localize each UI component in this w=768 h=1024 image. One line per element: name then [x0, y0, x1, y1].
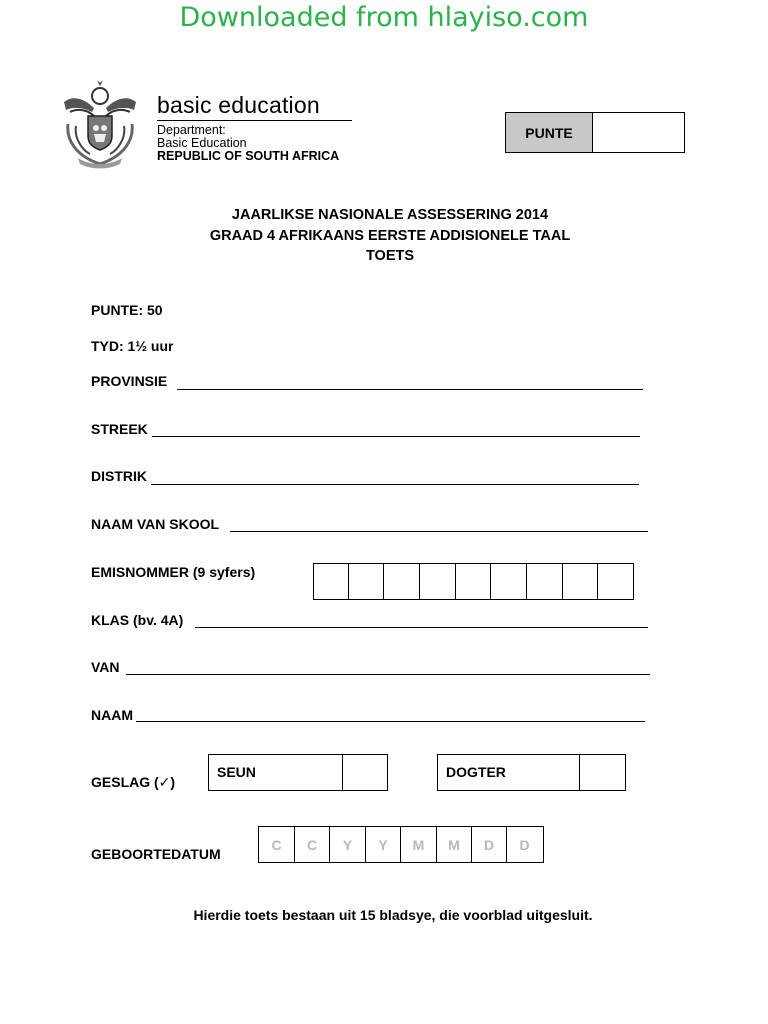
region-line[interactable]	[152, 436, 640, 437]
birthdate-box[interactable]: M	[437, 827, 472, 862]
emis-box[interactable]	[314, 564, 349, 599]
download-banner: Downloaded from hlayiso.com	[179, 2, 589, 33]
district-line[interactable]	[151, 484, 639, 485]
emis-box[interactable]	[491, 564, 527, 599]
logo-title: basic education	[157, 92, 320, 118]
heading-test: TOETS	[365, 248, 415, 264]
region-label: STREEK	[91, 421, 148, 437]
emis-box[interactable]	[384, 564, 420, 599]
birthdate-box[interactable]: D	[472, 827, 507, 862]
gender-girl-label: DOGTER	[438, 755, 580, 790]
logo-department: Department:	[157, 123, 226, 137]
district-label: DISTRIK	[91, 468, 147, 484]
surname-label: VAN	[91, 659, 120, 675]
province-line[interactable]	[177, 389, 643, 390]
heading-grade: GRAAD 4 AFRIKAANS EERSTE ADDISIONELE TAAL	[209, 228, 571, 244]
emis-box[interactable]	[563, 564, 598, 599]
school-label: NAAM VAN SKOOL	[91, 516, 220, 532]
marks-box-label: PUNTE	[506, 113, 593, 152]
name-line[interactable]	[136, 721, 645, 722]
emis-box[interactable]	[527, 564, 563, 599]
total-marks: PUNTE: 50	[91, 302, 163, 318]
birthdate-box[interactable]: Y	[366, 827, 401, 862]
page-count-note: Hierdie toets bestaan uit 15 bladsye, die voorblad uitgesluit.	[193, 907, 593, 923]
heading-assessment: JAARLIKSE NASIONALE ASSESSERING 2014	[231, 207, 549, 223]
province-label: PROVINSIE	[91, 373, 168, 389]
gender-girl	[437, 754, 626, 791]
gender-label: GESLAG (✓)	[91, 774, 176, 790]
birthdate-label: GEBOORTEDATUM	[91, 846, 221, 862]
emis-label: EMISNOMMER (9 syfers)	[91, 564, 256, 580]
school-line[interactable]	[230, 531, 648, 532]
name-label: NAAM	[91, 707, 133, 723]
birthdate-box[interactable]: C	[259, 827, 295, 862]
gender-boy-checkbox[interactable]	[343, 755, 387, 790]
class-label: KLAS (bv. 4A)	[91, 612, 184, 628]
birthdate-boxes	[258, 826, 544, 863]
birthdate-box[interactable]: C	[295, 827, 330, 862]
birthdate-box[interactable]: Y	[330, 827, 366, 862]
emis-box[interactable]	[420, 564, 456, 599]
logo-republic: REPUBLIC OF SOUTH AFRICA	[157, 149, 340, 163]
birthdate-box[interactable]: M	[401, 827, 437, 862]
test-time: TYD: 1½ uur	[91, 338, 174, 354]
gender-girl-checkbox[interactable]	[580, 755, 625, 790]
emis-boxes	[313, 563, 634, 600]
logo-basic-education: Basic Education	[157, 136, 247, 150]
birthdate-box[interactable]: D	[519, 836, 530, 853]
emis-box[interactable]	[598, 564, 633, 599]
surname-line[interactable]	[126, 674, 650, 675]
coat-of-arms-icon	[60, 78, 140, 170]
emis-box[interactable]	[456, 564, 491, 599]
gender-boy-label: SEUN	[209, 755, 343, 790]
logo-divider	[157, 120, 352, 121]
gender-boy	[208, 754, 388, 791]
emis-box[interactable]	[349, 564, 384, 599]
class-line[interactable]	[195, 627, 648, 628]
marks-box-value[interactable]	[593, 113, 684, 152]
marks-box	[505, 112, 685, 153]
